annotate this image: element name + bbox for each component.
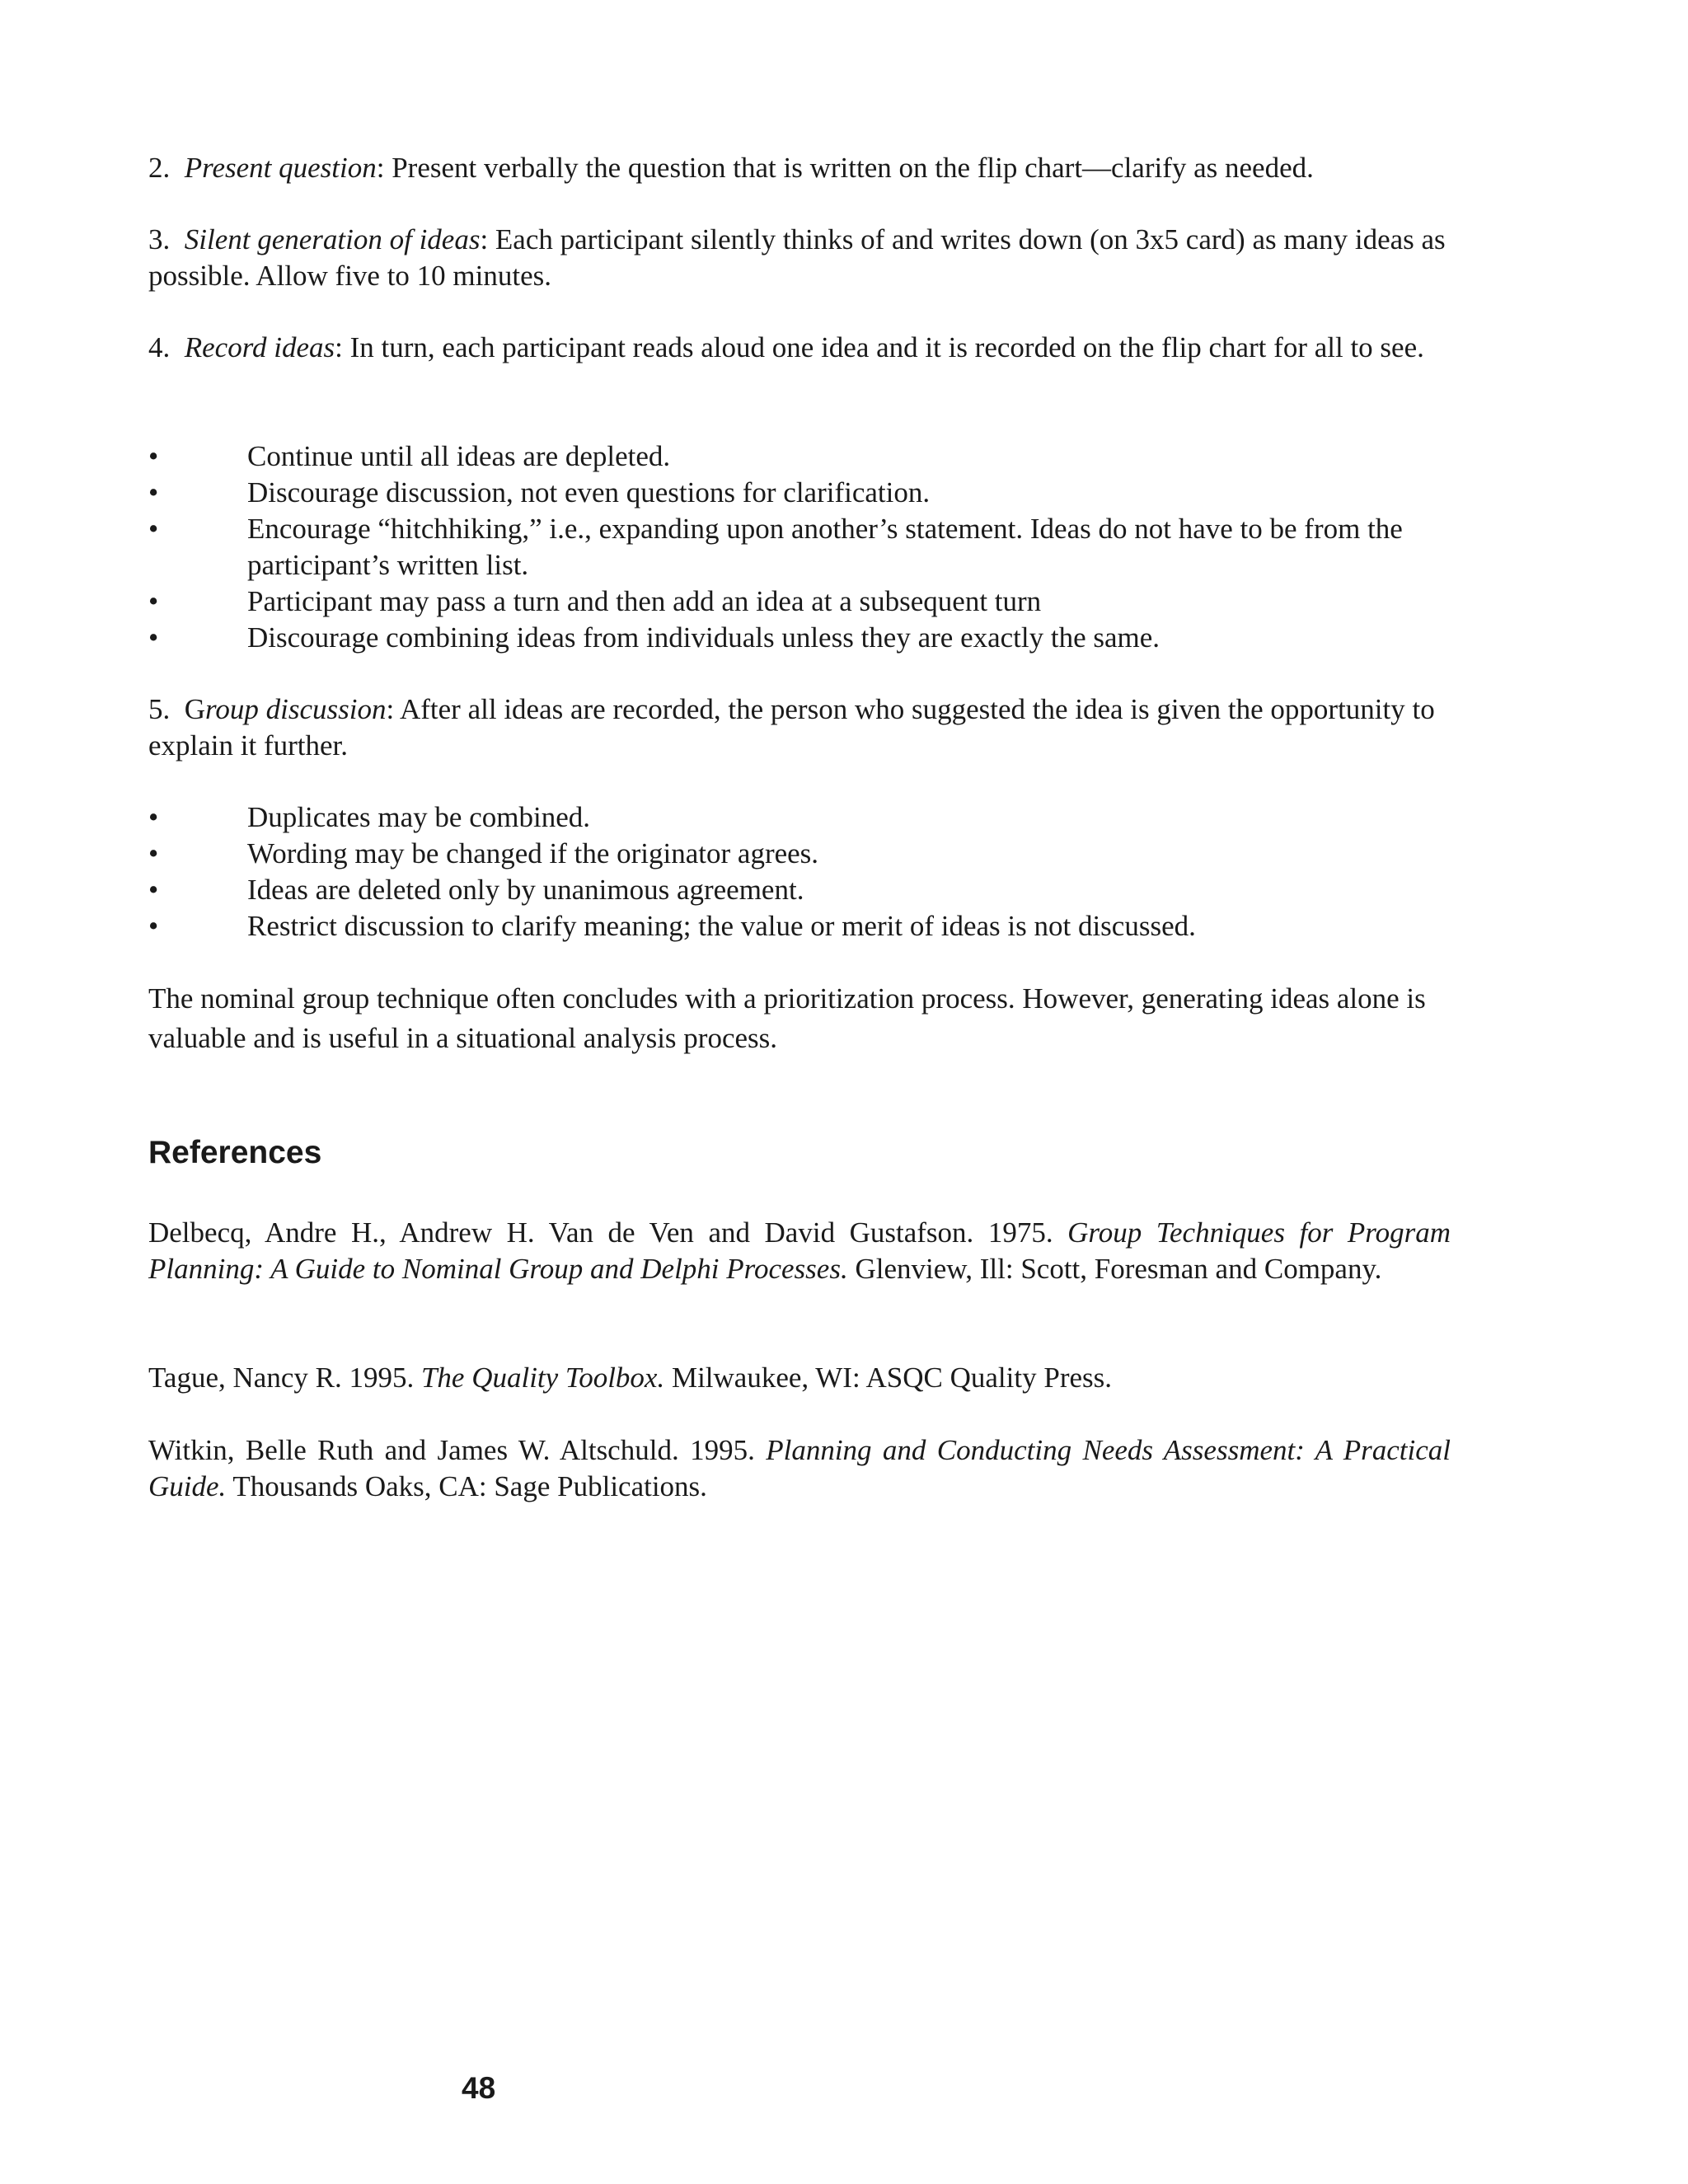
list-item-text: Continue until all ideas are depleted. bbox=[247, 440, 671, 472]
step-text: : In turn, each participant reads aloud one idea and it is recorded on the flip chart for all to see. bbox=[335, 331, 1424, 363]
bullet-icon: • bbox=[148, 585, 159, 617]
list-item-text: Discourage discussion, not even questions for clarification. bbox=[247, 476, 931, 509]
step-group-discussion bbox=[148, 691, 1451, 764]
reference-authors: Witkin, Belle Ruth and James W. Altschuld. 1995. bbox=[148, 1434, 767, 1466]
reference-publisher: Glenview, Ill: Scott, Foresman and Company. bbox=[847, 1253, 1382, 1285]
bullet-icon: • bbox=[148, 440, 159, 472]
list-item bbox=[148, 836, 1451, 872]
list-item-text: Wording may be changed if the originator agrees. bbox=[247, 837, 819, 869]
reference-publisher: Milwaukee, WI: ASQC Quality Press. bbox=[664, 1361, 1112, 1394]
reference-title: Planning and Conducting Needs Assessment: A Practical Guide. bbox=[148, 1434, 1451, 1502]
bullet-icon: • bbox=[148, 513, 159, 545]
reference-entry bbox=[148, 1360, 1451, 1396]
step-number: 5. bbox=[148, 693, 171, 725]
step-term: Present question bbox=[184, 152, 377, 184]
list-item bbox=[148, 908, 1451, 944]
list-item bbox=[148, 583, 1451, 620]
bullet-icon: • bbox=[148, 621, 159, 654]
list-item-text: Duplicates may be combined. bbox=[247, 801, 590, 833]
list-item-text: Ideas are deleted only by unanimous agreement. bbox=[247, 874, 804, 906]
reference-title: Group Techniques for Program Planning: A Guide to Nominal Group and Delphi Processes. bbox=[148, 1216, 1451, 1285]
reference-entry bbox=[148, 1432, 1451, 1505]
step-silent-generation bbox=[148, 222, 1451, 294]
list-item bbox=[148, 475, 1451, 511]
list-item bbox=[148, 438, 1451, 475]
step-record-ideas bbox=[148, 330, 1451, 366]
page-number: 48 bbox=[462, 2071, 496, 2105]
reference-publisher: Thousands Oaks, CA: Sage Publications. bbox=[226, 1470, 707, 1502]
step-text: : After all ideas are recorded, the person who suggested the idea is given the opportunity to explain it further. bbox=[148, 693, 1435, 762]
step-number: 3. bbox=[148, 223, 171, 255]
step-term: roup discussion bbox=[205, 693, 387, 725]
record-ideas-bullet-list bbox=[148, 438, 1451, 656]
bullet-icon: • bbox=[148, 801, 159, 833]
step-present-question bbox=[148, 150, 1451, 186]
step-number: 2. bbox=[148, 152, 171, 184]
bullet-icon: • bbox=[148, 476, 159, 509]
step-term: Record ideas bbox=[184, 331, 335, 363]
bullet-icon: • bbox=[148, 874, 159, 906]
list-item bbox=[148, 872, 1451, 908]
reference-authors: Tague, Nancy R. 1995. bbox=[148, 1361, 421, 1394]
reference-authors: Delbecq, Andre H., Andrew H. Van de Ven and David Gustafson. 1975. bbox=[148, 1216, 1068, 1249]
step-text: : Each participant silently thinks of and writes down (on 3x5 card) as many ideas as possible. Allow five to 10 minutes. bbox=[148, 223, 1446, 292]
group-discussion-bullet-list bbox=[148, 799, 1451, 944]
step-term-prefix: G bbox=[184, 693, 206, 725]
reference-title: The Quality Toolbox. bbox=[420, 1361, 665, 1394]
references-heading: References bbox=[148, 1135, 322, 1170]
bullet-icon: • bbox=[148, 910, 159, 942]
list-item-text: Discourage combining ideas from individuals unless they are exactly the same. bbox=[247, 621, 1160, 654]
reference-entry bbox=[148, 1215, 1451, 1287]
list-item bbox=[148, 511, 1451, 583]
step-term: Silent generation of ideas bbox=[184, 223, 481, 255]
list-item-text: Restrict discussion to clarify meaning; the value or merit of ideas is not discussed. bbox=[247, 910, 1196, 942]
step-text: : Present verbally the question that is written on the flip chart—clarify as needed. bbox=[376, 152, 1314, 184]
list-item-text: Encourage “hitchhiking,” i.e., expanding upon another’s statement. Ideas do not have to be from the participant’s written list. bbox=[247, 513, 1403, 581]
list-item bbox=[148, 620, 1451, 656]
list-item-text: Participant may pass a turn and then add an idea at a subsequent turn bbox=[247, 585, 1042, 617]
closing-paragraph: The nominal group technique often concludes with a prioritization process. However, generating ideas alone is valuable and is useful in a situational analysis process. bbox=[148, 982, 1426, 1054]
step-number: 4. bbox=[148, 331, 171, 363]
bullet-icon: • bbox=[148, 837, 159, 869]
list-item bbox=[148, 799, 1451, 836]
